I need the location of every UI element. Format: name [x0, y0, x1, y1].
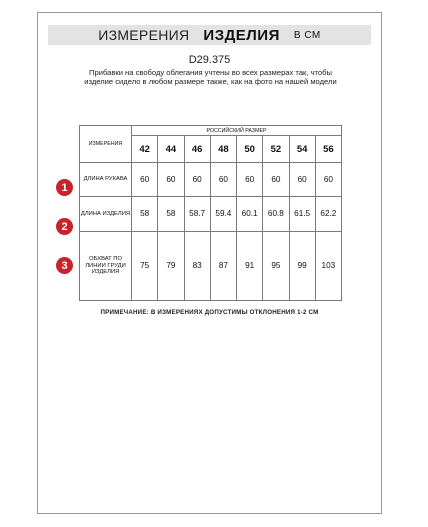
size-header: 46	[184, 136, 210, 163]
number-badge-3-icon: 3	[56, 257, 73, 274]
number-badge-1-icon: 1	[56, 179, 73, 196]
table-cell: 58	[158, 197, 184, 231]
tolerance-note: ПРИМЕЧАНИЕ: В ИЗМЕРЕНИЯХ ДОПУСТИМЫ ОТКЛОНЕНИЯ 1-2 СМ	[100, 309, 319, 316]
table-cell: 58	[132, 197, 158, 231]
article-code: D29.375	[188, 54, 231, 66]
table-cell: 99	[289, 231, 315, 300]
title-unit: В СМ	[293, 29, 321, 41]
table-cell: 79	[158, 231, 184, 300]
table-cell: 60	[210, 163, 236, 197]
table-cell: 60	[289, 163, 315, 197]
corner-label: ИЗМЕРЕНИЯ	[80, 126, 132, 163]
table-cell: 91	[237, 231, 263, 300]
size-header: 54	[289, 136, 315, 163]
table-cell: 62.2	[315, 197, 341, 231]
row-label-chest: ОБХВАТ ПО ЛИНИИ ГРУДИ ИЗДЕЛИЯ	[80, 231, 132, 300]
table-cell: 87	[210, 231, 236, 300]
table-cell: 60.1	[237, 197, 263, 231]
size-header: 48	[210, 136, 236, 163]
table-cell: 58.7	[184, 197, 210, 231]
table-cell: 75	[132, 231, 158, 300]
row-label-length: ДЛИНА ИЗДЕЛИЯ	[80, 197, 132, 231]
table-row	[80, 197, 342, 231]
table-cell: 60	[132, 163, 158, 197]
number-badge-2-icon: 2	[56, 218, 73, 235]
table-row	[80, 163, 342, 197]
size-header: 52	[263, 136, 289, 163]
table-cell: 60	[315, 163, 341, 197]
size-header: 50	[237, 136, 263, 163]
title-word-item: ИЗДЕЛИЯ	[203, 26, 280, 44]
table-cell: 83	[184, 231, 210, 300]
table-row	[80, 231, 342, 300]
table-cell: 60	[237, 163, 263, 197]
row-label-sleeve: ДЛИНА РУКАВА	[80, 163, 132, 197]
size-header: 44	[158, 136, 184, 163]
table-cell: 60.8	[263, 197, 289, 231]
fit-note: Прибавки на свободу облегания учтены во всех размерах так, чтобы изделие сидело в любом размере также, как на фото на нашей модели	[84, 68, 337, 86]
table-cell: 60	[184, 163, 210, 197]
table-cell: 60	[158, 163, 184, 197]
table-cell: 103	[315, 231, 341, 300]
size-header: 42	[132, 136, 158, 163]
title-word-measurements: ИЗМЕРЕНИЯ	[98, 27, 190, 43]
title-band	[48, 25, 371, 45]
measurement-sheet	[37, 12, 382, 514]
table-cell: 60	[263, 163, 289, 197]
size-header: 56	[315, 136, 341, 163]
table-cell: 61.5	[289, 197, 315, 231]
size-group-label: РОССИЙСКИЙ РАЗМЕР	[132, 126, 342, 136]
size-table	[79, 125, 342, 301]
table-cell: 95	[263, 231, 289, 300]
table-cell: 59.4	[210, 197, 236, 231]
